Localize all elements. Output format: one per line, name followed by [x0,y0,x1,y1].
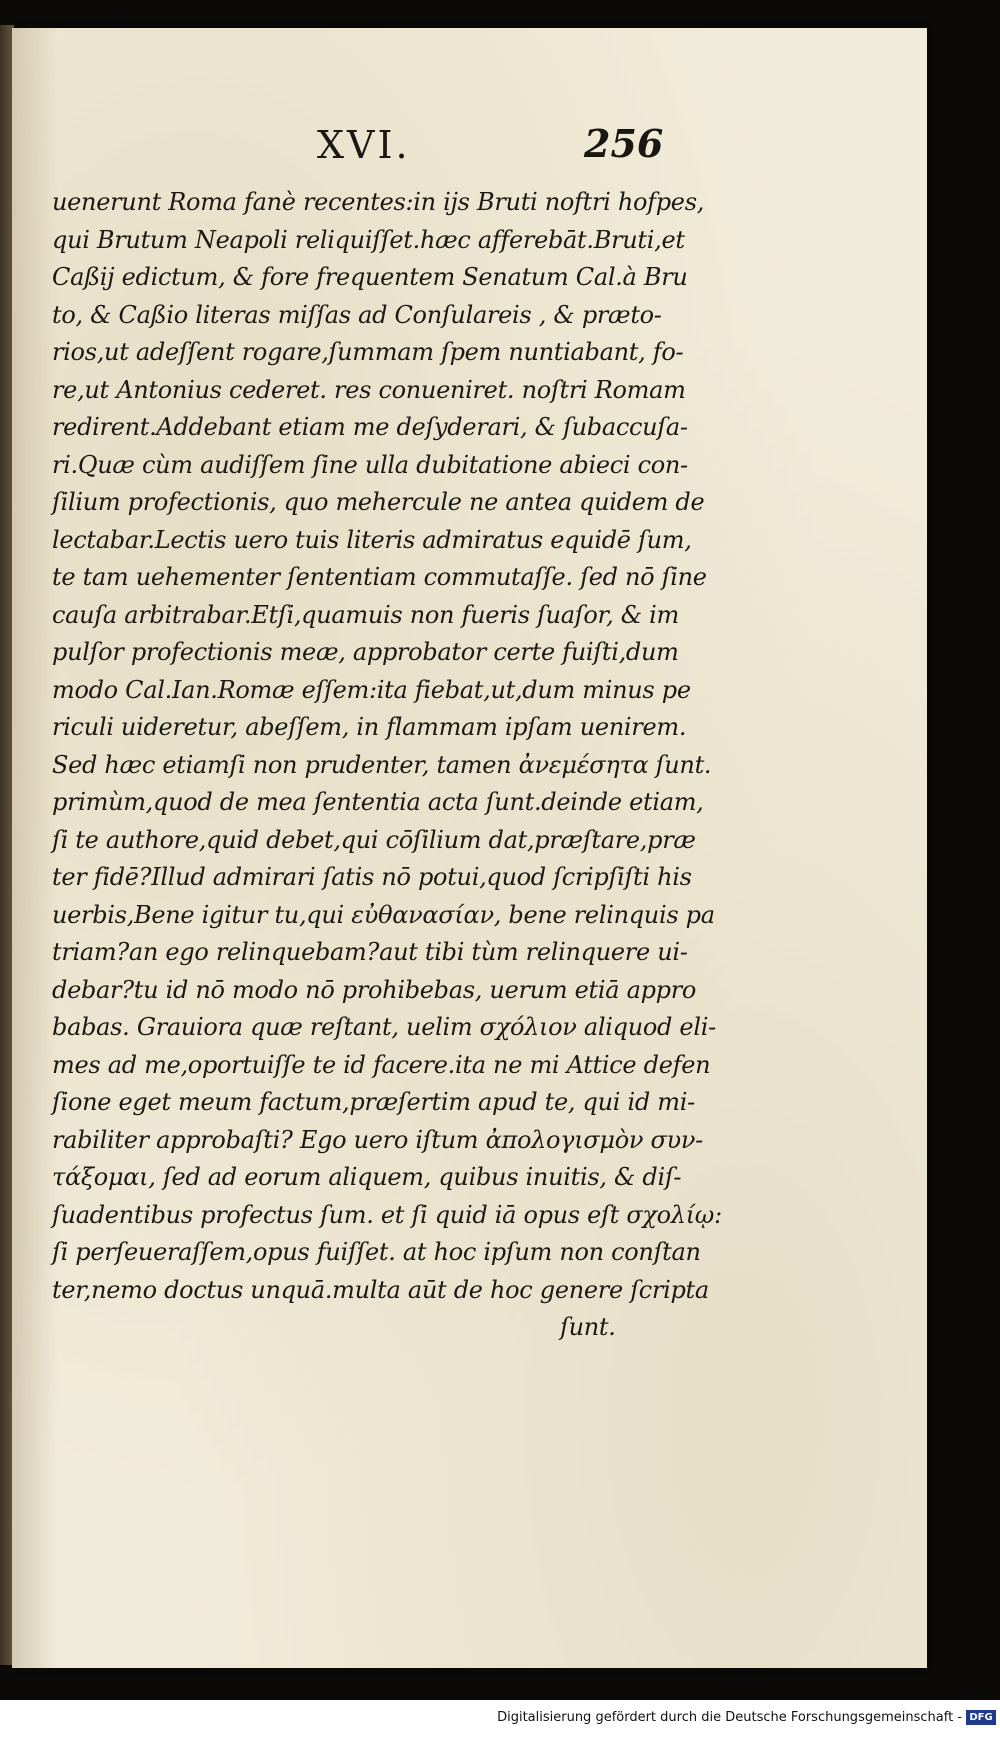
digitization-credit: Digitalisierung gefördert durch die Deutsche Forschungsgemeinschaft - [497,1710,962,1725]
text-line: ſi perſeueraſſem,opus fuiſſet. at hoc ipſum non conſtan [52,1238,701,1266]
text-line: mes ad me,oportuiſſe te id facere.ita ne mi Attice defen [52,1050,711,1079]
folio-number: 256 [584,121,664,166]
book-page [12,28,927,1668]
footer-bar [0,1700,1000,1738]
text-line: modo Cal.Ian.Romæ eſſem:ita fiebat,ut,dum minus pe [52,675,691,704]
text-line: ſuadentibus profectus ſum. et ſi quid iā opus eſt σχολίῳ: [52,1200,722,1229]
text-line: ri.Quæ cùm audiſſem ſine ulla dubitatione abieci con- [52,450,688,479]
text-line: τάξομαι, ſed ad eorum aliquem, quibus inuitis, & diſ- [52,1163,682,1191]
text-line: rabiliter approbaſti? Ego uero iſtum ἀπολογισμὸν συν- [52,1125,703,1154]
text-line: re,ut Antonius cederet. res conueniret. noſtri Romam [52,375,686,404]
text-line: babas. Grauiora quæ reſtant, uelim σχόλιον aliquod eli- [52,1013,716,1041]
text-line: to, & Caßio literas miſſas ad Conſulareis , & præto- [52,300,662,329]
text-line: rios,ut adeſſent rogare,ſummam ſpem nuntiabant, fo- [52,338,684,366]
running-head: XVI. [317,123,411,167]
dfg-logo: DFG [966,1710,996,1725]
page-header [12,123,927,173]
text-line: Caßij edictum, & fore frequentem Senatum Cal.à Bru [52,263,688,291]
text-line: ſi te authore,quid debet,qui cōſilium dat,præſtare,præ [52,825,696,854]
text-line: qui Brutum Neapoli reliquiſſet.hæc afferebāt.Bruti,et [52,225,685,254]
text-line: Sed hæc etiamſi non prudenter, tamen ἀνεμέσητα ſunt. [52,750,712,779]
text-line: ſilium profectionis, quo mehercule ne antea quidem de [52,488,705,516]
text-line: riculi uideretur, abeſſem, in flammam ipſam uenirem. [52,713,687,741]
text-line: redirent.Addebant etiam me deſyderari, & ſubaccuſa- [52,413,688,441]
text-line: te tam uehementer ſententiam commutaſſe. ſed nō ſine [52,563,707,591]
text-line: triam?an ego relinquebam?aut tibi tùm relinquere ui- [52,938,688,966]
catchword: ſunt. [560,1313,616,1341]
text-line: lectabar.Lectis uero tuis literis admiratus equidē ſum, [52,525,692,554]
text-line: ter fidē?Illud admirari ſatis nō potui,quod ſcripſiſti his [52,863,692,891]
text-line: uerbis,Bene igitur tu,qui εὐθανασίαν, bene relinquis pa [52,900,715,929]
text-line: cauſa arbitrabar.Etſi,quamuis non fueris ſuaſor, & im [52,600,679,629]
text-line: uenerunt Roma fanè recentes:in ijs Bruti noftri hofpes, [52,188,705,216]
text-line: ſione eget meum factum,præſertim apud te, qui id mi- [52,1088,695,1116]
text-line: pulſor profectionis meæ, approbator certe fuiſti,dum [52,638,679,666]
text-line: debar?tu id nō modo nō prohibebas, uerum etiā appro [52,975,697,1004]
text-line: ter,nemo doctus unquā.multa aūt de hoc genere ſcripta [52,1275,709,1304]
text-line: primùm,quod de mea ſententia acta ſunt.deinde etiam, [52,788,704,816]
